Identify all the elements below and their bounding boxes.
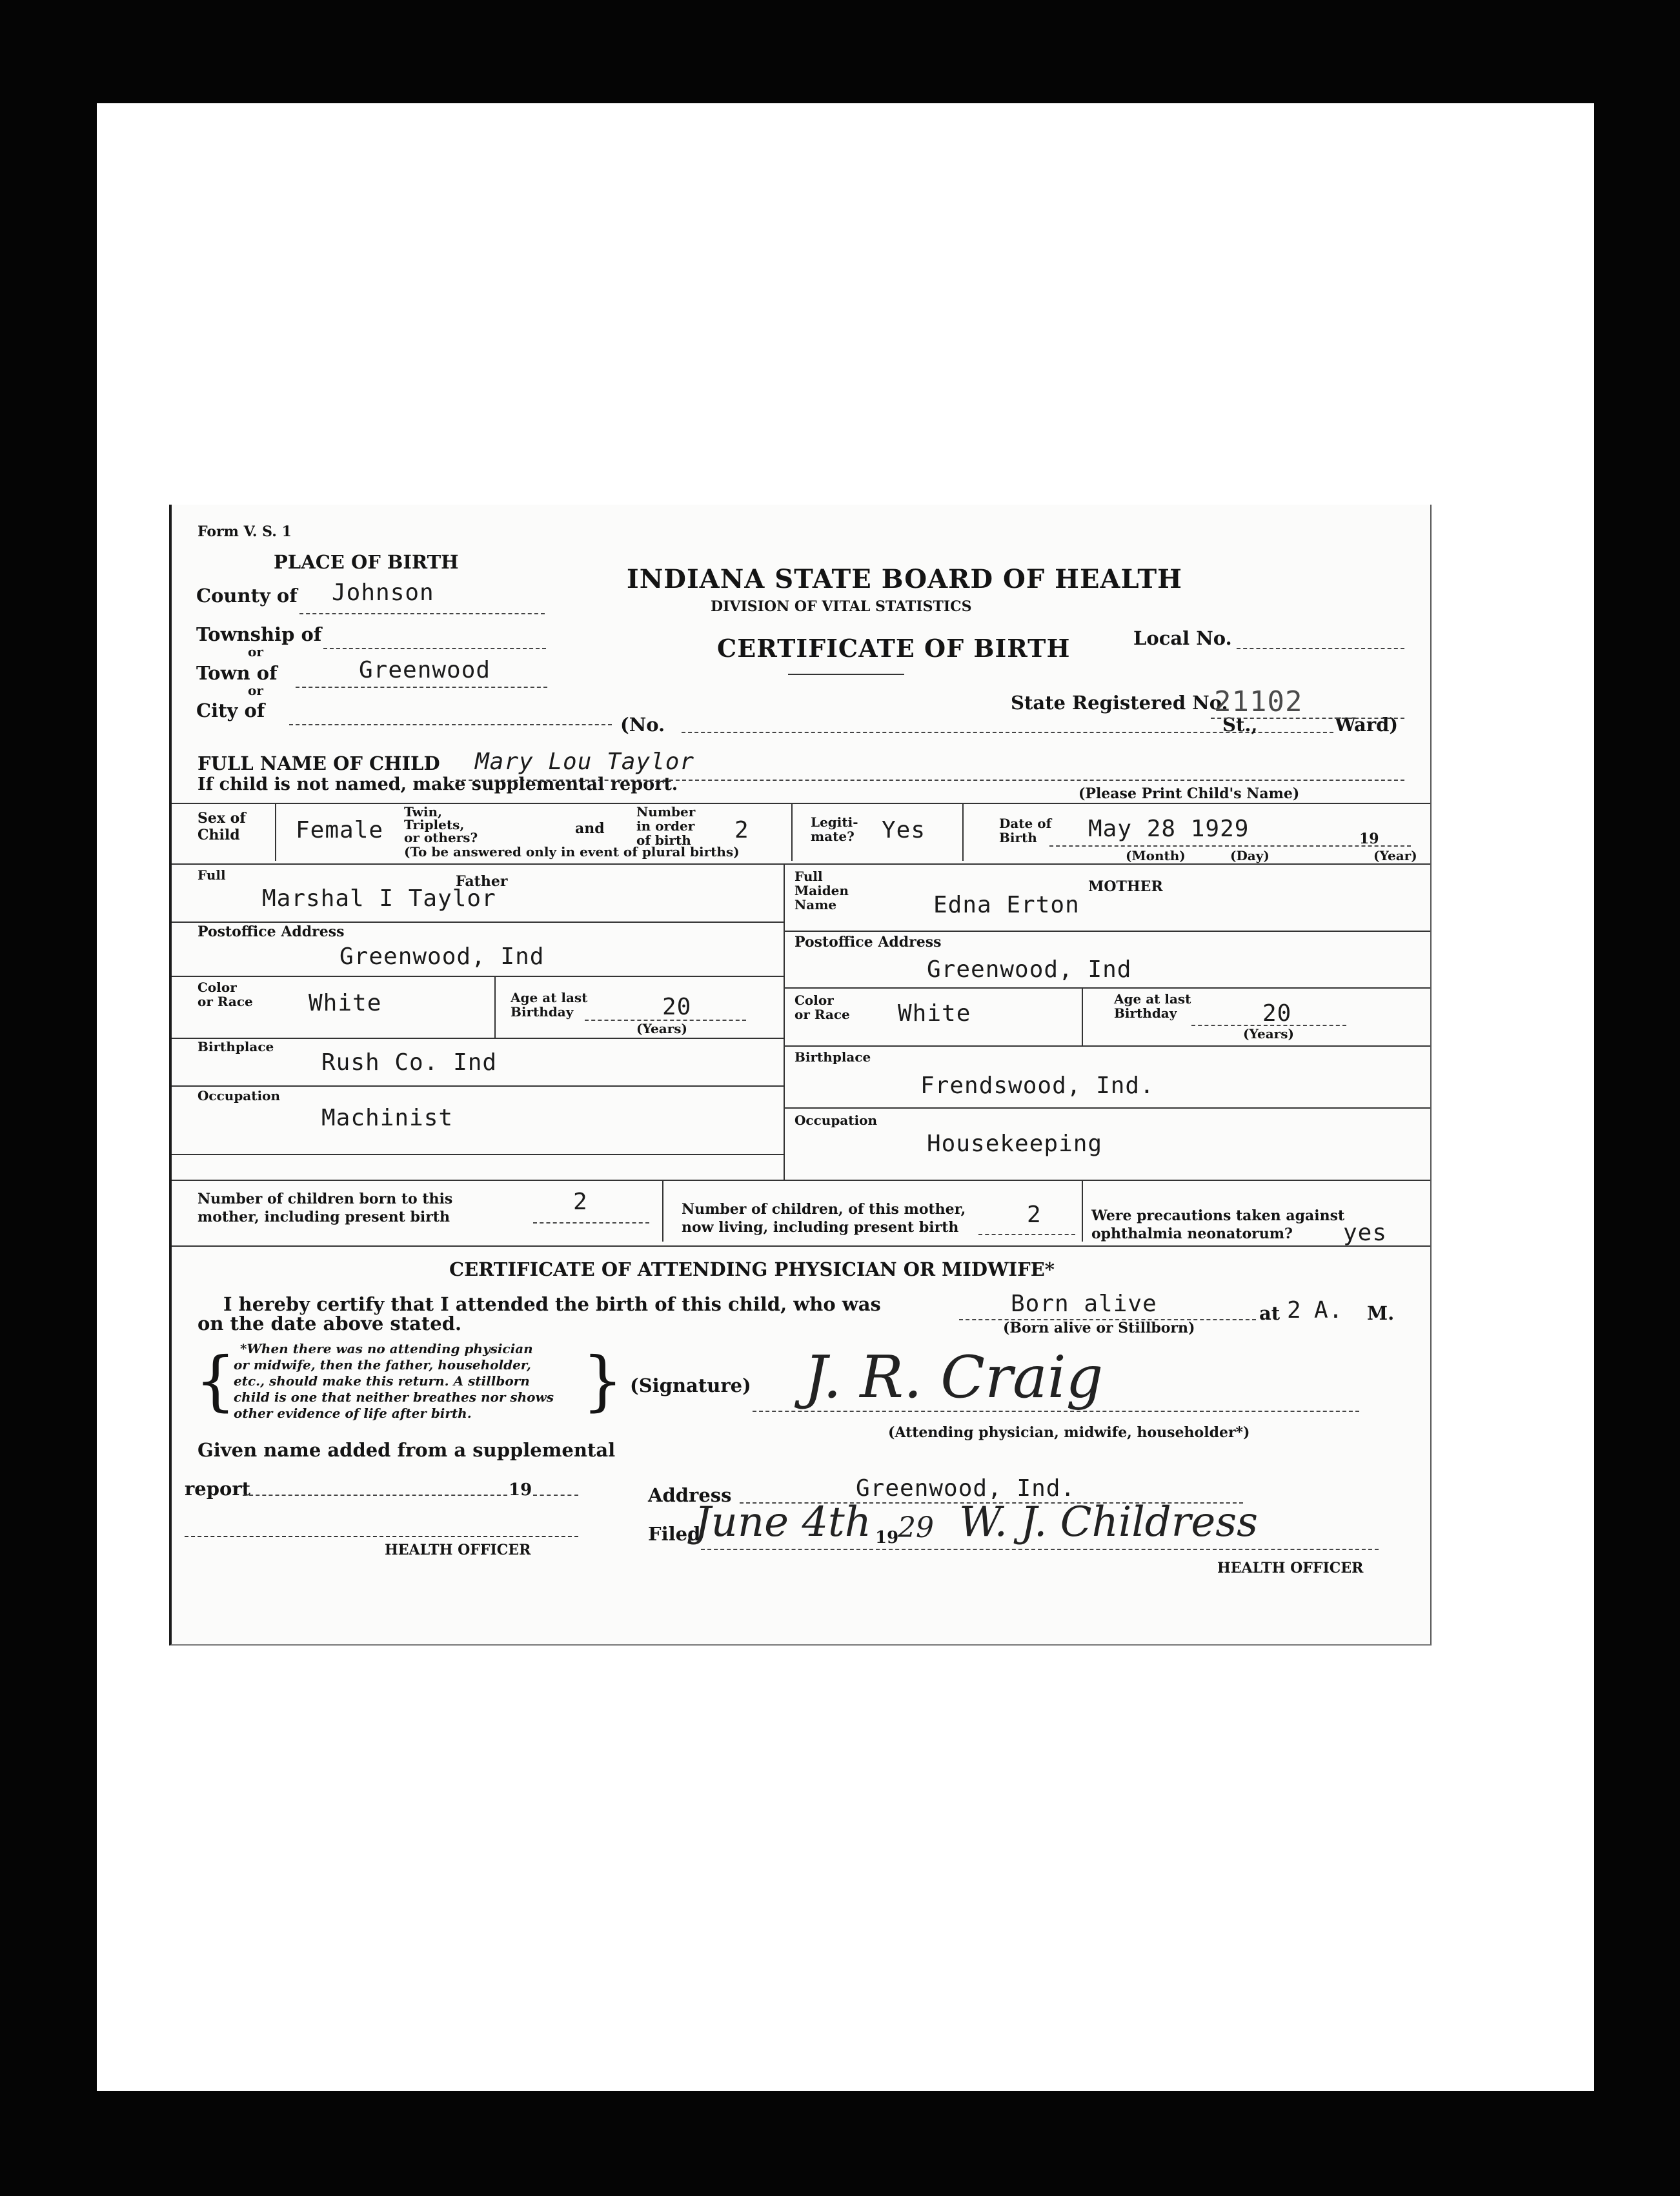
order-label-2: in order [636,818,695,834]
am-value: A. [1314,1297,1344,1324]
attendant-note: (Attending physician, midwife, householder*) [888,1424,1250,1441]
and-label: and [575,820,605,837]
twin-label-2: Triplets, [404,817,465,832]
counts-divider-1 [662,1180,663,1242]
rule-after-name [172,803,1430,804]
mother-color-label-2: or Race [794,1007,850,1022]
mother-age-divider [1082,987,1083,1045]
town-value: Greenwood [359,657,491,683]
mother-birthplace-value: Frendswood, Ind. [920,1073,1155,1099]
at-label: at [1259,1302,1280,1324]
supplemental-line [243,1495,507,1496]
children-born-label-2: mother, including present birth [197,1209,450,1225]
father-age-label-2: Birthday [511,1004,574,1020]
father-postoffice-label: Postoffice Address [197,923,345,940]
order-value: 2 [734,817,749,843]
supplemental-label-1: Given name added from a supplemental [197,1439,616,1461]
date-label-2: Birth [999,830,1037,845]
signature-line [753,1411,1359,1412]
father-age-label-1: Age at last [511,990,588,1005]
month-label: (Month) [1126,848,1186,863]
date-year-prefix: 19 [1359,831,1379,847]
father-address-value: Greenwood, Ind [339,943,545,970]
father-age-value: 20 [662,994,692,1020]
child-name-value: Mary Lou Taylor [475,749,695,775]
m-label: M. [1367,1302,1395,1324]
born-status-hint: (Born alive or Stillborn) [1003,1320,1195,1336]
not-named-note: If child is not named, make supplemental report. [197,774,678,794]
township-line [323,648,546,649]
mother-color-label-1: Color [794,992,834,1008]
precautions-value: yes [1343,1220,1388,1246]
father-occupation-label: Occupation [197,1088,280,1103]
children-living-line [978,1234,1075,1235]
state-registered-label: State Registered No. [1011,692,1228,714]
mother-maiden-label-1: Full [794,869,823,884]
town-label: Town of [196,662,278,684]
midwife-note-line-5: other evidence of life after birth. [234,1405,472,1421]
health-officer-left-label: HEALTH OFFICER [385,1542,531,1558]
street-no-label: (No. [620,714,665,736]
county-value: Johnson [332,579,434,606]
mother-maiden-label-3: Name [794,897,837,912]
print-name-note: (Please Print Child's Name) [1078,785,1300,802]
mother-color-value: White [898,1000,971,1027]
mother-heading: MOTHER [1088,878,1163,895]
board-title: INDIANA STATE BOARD OF HEALTH [627,564,1182,594]
rule-father-occupation [172,1154,784,1155]
father-color-value: White [309,990,382,1016]
rule-father-name [172,922,784,923]
street-label: St., [1222,714,1258,736]
rule-father-address [172,976,784,977]
left-officer-line [185,1536,578,1537]
birth-certificate-form [169,505,1432,1646]
plural-birth-note: (To be answered only in event of plural births) [404,844,740,860]
mother-age-value: 20 [1262,1000,1292,1027]
date-label-1: Date of [999,816,1052,831]
town-line [296,687,547,688]
counts-divider-2 [1082,1180,1083,1242]
father-color-label-1: Color [197,980,237,995]
certify-text-2: on the date above stated. [197,1313,462,1335]
children-born-value: 2 [573,1189,588,1215]
midwife-note-line-2: or midwife, then the father, householder, [234,1357,531,1373]
father-occupation-value: Machinist [321,1105,454,1131]
birth-hour-value: 2 [1287,1297,1302,1324]
twin-label-3: or others? [404,830,478,845]
local-no-line [1237,648,1404,649]
mother-age-label-2: Birthday [1114,1005,1177,1021]
midwife-note-line-1: *When there was no attending physician [240,1341,533,1356]
mother-years-label: (Years) [1243,1026,1294,1042]
title-rule [788,674,904,675]
place-of-birth-heading: PLACE OF BIRTH [274,551,459,573]
sex-value: Female [296,817,384,843]
parents-divider [784,863,785,1180]
physician-signature: J. R. Craig [804,1344,1104,1411]
midwife-note-line-4: child is one that neither breathes nor shows [234,1389,554,1405]
filed-label: Filed [648,1523,701,1545]
ward-label: Ward) [1335,714,1399,736]
address-label: Address [648,1484,732,1506]
township-label: Township of [196,623,322,645]
filed-line [701,1549,1379,1550]
legitimate-value: Yes [882,817,926,843]
mother-occupation-value: Housekeeping [927,1131,1103,1157]
health-officer-signature: W. J. Childress [959,1498,1258,1546]
father-heading: Father [456,873,508,890]
form-id: Form V. S. 1 [197,523,292,540]
father-age-divider [494,976,496,1038]
mother-address-value: Greenwood, Ind [927,956,1132,983]
born-status-value: Born alive [1011,1291,1157,1317]
birth-date-value: May 28 1929 [1088,816,1250,842]
children-born-line [533,1222,649,1224]
sex-divider [275,803,276,861]
certificate-title: CERTIFICATE OF BIRTH [717,634,1071,663]
city-line [289,724,612,725]
legitimate-label-2: mate? [811,829,855,844]
supplemental-label-2: report [185,1478,251,1500]
paper-sheet [97,103,1594,2091]
mother-birthplace-label: Birthplace [794,1049,871,1065]
father-color-label-2: or Race [197,994,253,1009]
left-brace: { [195,1343,236,1418]
order-label-3: of birth [636,832,691,848]
precautions-label-1: Were precautions taken against [1091,1207,1345,1224]
precautions-label-2: ophthalmia neonatorum? [1091,1225,1293,1242]
father-birthplace-value: Rush Co. Ind [321,1049,498,1076]
state-registered-number: 21102 [1214,685,1303,718]
local-no-label: Local No. [1133,627,1232,649]
or-label-2: or [248,683,263,698]
midwife-note-box [195,1337,623,1434]
county-label: County of [196,585,298,607]
father-name-value: Marshal I Taylor [262,885,496,912]
rule-after-parents [172,1180,1430,1181]
rule-after-counts [172,1245,1430,1247]
physician-heading: CERTIFICATE OF ATTENDING PHYSICIAN OR MIDWIFE* [449,1258,1055,1280]
children-living-value: 2 [1027,1202,1042,1228]
filed-year-handwritten: 29 [898,1511,934,1544]
father-birthplace-label: Birthplace [197,1039,274,1054]
rule-mother-color [784,1045,1430,1047]
birth-date-line [1049,845,1411,847]
report-year-line [533,1495,578,1496]
twin-label-1: Twin, [404,804,443,820]
rule-father-birthplace [172,1085,784,1087]
legitimate-label-1: Legiti- [811,814,858,830]
city-label: City of [196,700,265,721]
signature-label: (Signature) [630,1375,751,1396]
right-brace: } [582,1343,623,1418]
rule-mother-birthplace [784,1107,1430,1109]
legitimate-divider [962,803,964,861]
children-living-label-2: now living, including present birth [682,1219,959,1236]
sex-label-1: Sex of [197,810,246,827]
child-name-label: FULL NAME OF CHILD [197,752,440,774]
day-label: (Day) [1230,848,1270,863]
report-year-prefix: 19 [509,1480,532,1500]
father-full-label: Full [197,867,226,883]
order-label-1: Number [636,804,696,820]
children-born-label-1: Number of children born to this [197,1191,453,1207]
midwife-note-line-3: etc., should make this return. A stillborn [234,1373,530,1389]
mother-maiden-label-2: Maiden [794,883,849,898]
order-divider [791,803,793,861]
mother-occupation-label: Occupation [794,1113,877,1128]
father-years-label: (Years) [636,1021,687,1036]
rule-mother-address [784,987,1430,989]
physician-address-value: Greenwood, Ind. [856,1475,1076,1502]
state-registered-line [1211,718,1404,719]
children-living-label-1: Number of children, of this mother, [682,1201,966,1218]
mother-age-label-1: Age at last [1114,991,1191,1007]
sex-label-2: Child [197,827,240,843]
county-line [299,613,545,614]
mother-name-value: Edna Erton [933,892,1080,918]
filed-year-prefix: 19 [875,1528,899,1547]
rule-mother-name [784,931,1430,932]
health-officer-right-label: HEALTH OFFICER [1217,1560,1364,1576]
division-title: DIVISION OF VITAL STATISTICS [711,598,972,615]
year-label: (Year) [1373,848,1417,863]
certify-text-1: I hereby certify that I attended the birth of this child, who was [223,1293,881,1315]
filed-date-handwritten: June 4th [694,1498,871,1546]
or-label-1: or [248,644,263,660]
rule-after-sex-row [172,863,1430,865]
mother-postoffice-label: Postoffice Address [794,934,942,951]
